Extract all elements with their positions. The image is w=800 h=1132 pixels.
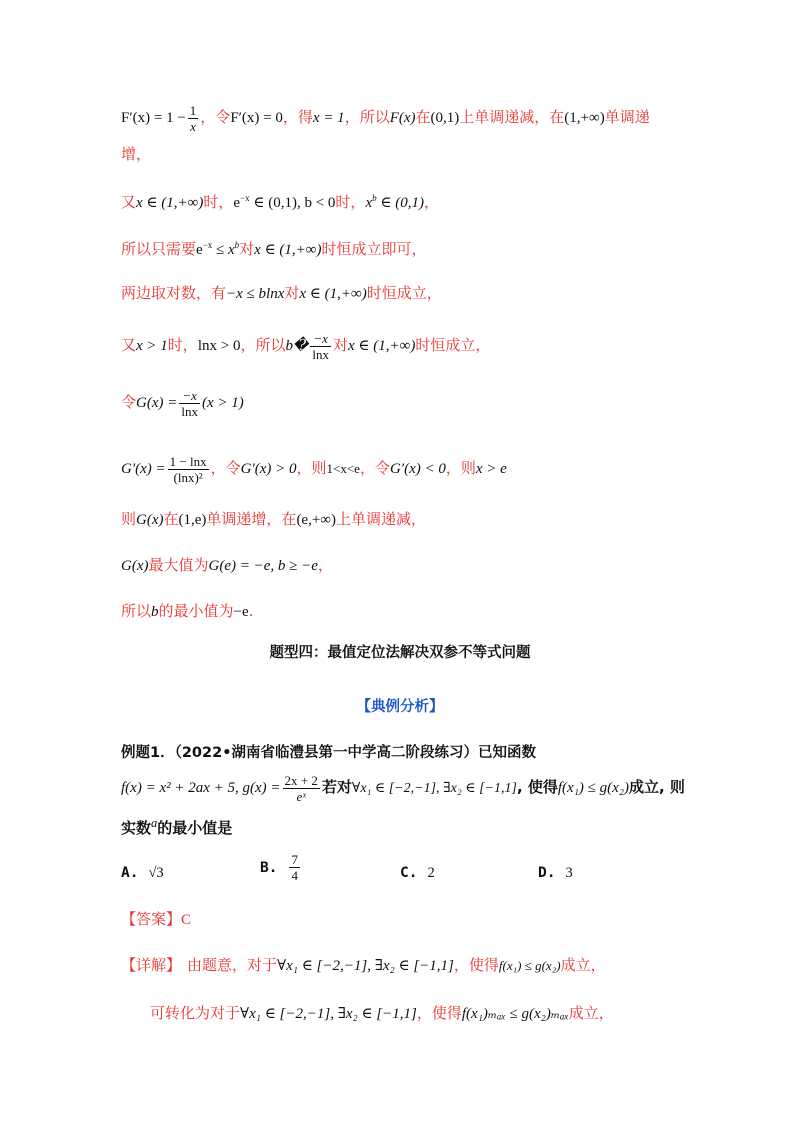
text: 时恒成立， [366, 284, 442, 302]
text: ， [317, 556, 333, 574]
text: 实数 [121, 819, 152, 837]
text: 时恒成立， [415, 336, 491, 354]
text: ， [423, 193, 439, 211]
math-expr: x > 1 [136, 338, 168, 354]
text: 上单调递减， [336, 510, 427, 528]
solution-line-2: 增， [121, 145, 152, 163]
math-expr: $e^{-x} \le x^b$ [196, 240, 240, 258]
math-expr: G(x) [121, 558, 149, 574]
detail-line-1 [121, 954, 606, 977]
solution-line-8 [121, 448, 507, 489]
text: ，令 [210, 459, 241, 477]
option-b[interactable] [260, 852, 302, 883]
text: 单调递 [604, 108, 650, 126]
option-label: D. [538, 865, 556, 881]
text: 又 [121, 336, 137, 354]
math-expr: f(x) = x² + 2ax + 5, g(x) = [121, 780, 281, 796]
example-header: 【典例分析】 [356, 699, 444, 715]
math-expr: x ∈ (1,+∞) [136, 195, 204, 211]
math-expr: f(x₁) ≤ g(x₂) [557, 780, 630, 796]
text: 的最小值为 [158, 602, 234, 620]
math-expr: G(e) = −e, b ≥ −e [208, 558, 318, 574]
text: 若对 [321, 778, 352, 796]
text: 又 [121, 193, 137, 211]
math-expr: −e [233, 604, 249, 620]
answer-tag: 【答案】 [121, 910, 182, 928]
math-expr: G′(x) > 0 [240, 461, 297, 477]
option-value: 2 [427, 865, 435, 881]
fraction: $\frac{-x}{\ln x}$ [312, 330, 329, 362]
text: 可转化为对于 [150, 1004, 241, 1022]
text: , 使得 [516, 778, 558, 796]
text: ，使得 [416, 1004, 462, 1022]
answer-value: C [181, 912, 192, 928]
math-var: a [151, 816, 158, 830]
text: 单调递增，在 [206, 510, 297, 528]
text: ，令 [200, 108, 231, 126]
section-title: 题型四：最值定位法解决双参不等式问题 [269, 645, 531, 661]
text: 所以 [121, 602, 152, 620]
fraction: $\frac{1}{x}$ [189, 102, 197, 134]
math-expr: G(x) = [136, 395, 178, 411]
math-expr: F′(x) = 0 [230, 110, 283, 126]
text: 时， [167, 336, 198, 354]
option-label: B. [260, 859, 278, 876]
math-expr: x = 1 [312, 110, 345, 126]
fraction: $\frac{2x + 2}{\text{eˣ}}$ [284, 772, 318, 804]
math-expr: F(x) [389, 110, 416, 126]
text: ，得 [282, 108, 313, 126]
option-d[interactable] [538, 861, 573, 885]
text: ，使得 [453, 956, 499, 974]
math-expr: ∀x₁ ∈ [−2,−1], ∃x₂ ∈ [−1,1] [240, 1006, 417, 1022]
option-c[interactable] [400, 861, 435, 885]
text: 的最小值是 [157, 819, 233, 837]
example-condition [121, 770, 685, 806]
option-a[interactable] [121, 861, 164, 885]
example-question [121, 812, 232, 839]
math-expr: (x > 1) [202, 395, 244, 411]
text: 成立， [560, 956, 606, 974]
text: 令 [121, 393, 137, 411]
text: 最大值为 [148, 556, 209, 574]
solution-line-5 [121, 282, 442, 305]
math-expr: $x^b$ ∈ (0,1) [365, 193, 424, 211]
text: 在 [163, 510, 179, 528]
detail-line-2 [150, 1002, 614, 1025]
text: ，所以 [344, 108, 390, 126]
math-expr: b� [285, 338, 309, 354]
option-label: C. [400, 865, 418, 881]
solution-line-4 [121, 234, 427, 261]
text: 两边取对数，有 [121, 284, 227, 302]
solution-line-3 [121, 187, 439, 214]
text: ，令 [359, 459, 390, 477]
text: 时恒成立即可， [321, 240, 427, 258]
math-expr: x ∈ (1,+∞) [254, 242, 322, 258]
detail-tag: 【详解】 [121, 956, 182, 974]
option-value: 3 [565, 865, 573, 881]
text: 对 [332, 336, 348, 354]
text: ，所以 [240, 336, 286, 354]
text: 在 [415, 108, 431, 126]
math-expr: (1,+∞) [564, 110, 605, 126]
math-expr: $e^{-x}$ ∈ (0,1), b < 0 [233, 193, 336, 211]
answer-line [121, 908, 191, 931]
text: 上单调递减，在 [459, 108, 565, 126]
solution-line-9 [121, 508, 426, 531]
text: 由题意，对于 [187, 956, 278, 974]
text: 则 [121, 510, 137, 528]
fraction: $\frac{-x}{\ln x}$ [181, 387, 198, 419]
math-expr: F′(x) = 1 − [121, 110, 186, 126]
option-value: √3 [148, 865, 164, 881]
solution-line-7 [121, 385, 244, 420]
text: ，则 [445, 459, 476, 477]
text: 对 [239, 240, 255, 258]
math-expr: G′(x) < 0 [389, 461, 446, 477]
math-expr: 1<x<e [326, 461, 360, 476]
math-expr: (0,1) [430, 110, 460, 126]
math-expr: x ∈ (1,+∞) [299, 286, 367, 302]
text: 成立， [568, 1004, 614, 1022]
math-expr: ∀x₁ ∈ [−2,−1], ∃x₂ ∈ [−1,1] [351, 781, 517, 796]
text: . [248, 602, 254, 620]
text: ，则 [296, 459, 327, 477]
math-expr: x > e [475, 461, 507, 477]
solution-line-1 [121, 102, 650, 134]
option-value: $\frac{7}{4}$ [291, 852, 298, 883]
math-expr: x ∈ (1,+∞) [348, 338, 416, 354]
math-expr: −x ≤ blnx [226, 286, 285, 302]
solution-line-11 [121, 600, 253, 623]
math-expr: (1,e) [178, 512, 207, 528]
fraction: $\frac{1 - \ln x}{\text{(lnx)²}}$ [169, 453, 207, 485]
text: 时， [335, 193, 366, 211]
solution-line-10 [121, 554, 333, 577]
math-expr: f(x₁)ₘₐₓ ≤ g(x₂)ₘₐₓ [461, 1006, 569, 1022]
math-expr: b [151, 604, 159, 620]
math-expr: ∀x₁ ∈ [−2,−1], ∃x₂ ∈ [−1,1] [277, 958, 454, 974]
text: 对 [284, 284, 300, 302]
math-expr: G′(x) = [121, 461, 166, 477]
option-label: A. [121, 865, 139, 881]
example-title: 例题1．（2022•湖南省临澧县第一中学高二阶段练习）已知函数 [121, 745, 536, 761]
solution-line-6 [121, 328, 490, 363]
text: 时， [203, 193, 234, 211]
math-expr: f(x₁) ≤ g(x₂) [498, 958, 561, 973]
text: 成立, 则 [629, 778, 685, 796]
math-expr: lnx > 0 [197, 338, 241, 354]
math-expr: (e,+∞) [296, 512, 336, 528]
text: 所以只需要 [121, 240, 197, 258]
math-expr: G(x) [136, 512, 164, 528]
